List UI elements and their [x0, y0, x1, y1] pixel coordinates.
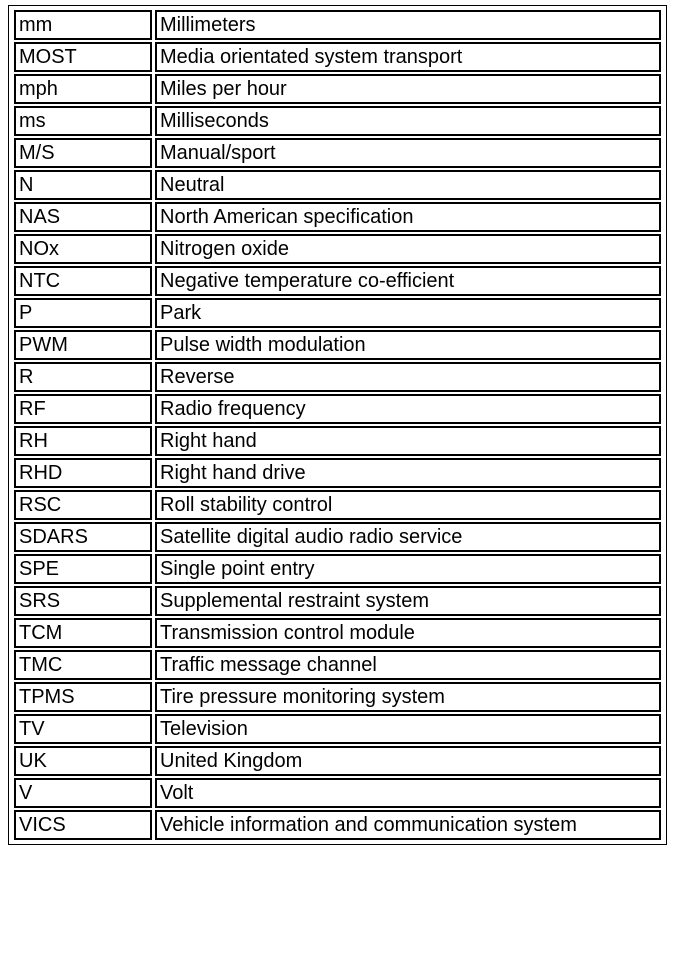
- definition-cell: Supplemental restraint system: [155, 586, 661, 616]
- table-row: [14, 362, 661, 392]
- table-row: [14, 522, 661, 552]
- table-row: [14, 170, 661, 200]
- abbreviation-cell: TV: [14, 714, 152, 744]
- definition-cell: Neutral: [155, 170, 661, 200]
- abbreviation-cell: R: [14, 362, 152, 392]
- abbreviation-cell: N: [14, 170, 152, 200]
- abbreviation-cell: TCM: [14, 618, 152, 648]
- definition-cell: Reverse: [155, 362, 661, 392]
- abbreviation-cell: mph: [14, 74, 152, 104]
- definition-cell: Satellite digital audio radio service: [155, 522, 661, 552]
- abbreviation-cell: VICS: [14, 810, 152, 840]
- abbreviation-cell: MOST: [14, 42, 152, 72]
- definition-cell: Roll stability control: [155, 490, 661, 520]
- definition-cell: Miles per hour: [155, 74, 661, 104]
- definition-cell: Tire pressure monitoring system: [155, 682, 661, 712]
- abbreviation-cell: V: [14, 778, 152, 808]
- table-row: [14, 106, 661, 136]
- abbreviation-cell: UK: [14, 746, 152, 776]
- definition-cell: Pulse width modulation: [155, 330, 661, 360]
- abbreviation-cell: RHD: [14, 458, 152, 488]
- table-row: [14, 618, 661, 648]
- abbreviation-cell: SRS: [14, 586, 152, 616]
- table-row: [14, 330, 661, 360]
- definition-cell: United Kingdom: [155, 746, 661, 776]
- table-row: [14, 234, 661, 264]
- abbreviation-cell: RH: [14, 426, 152, 456]
- abbreviation-cell: ms: [14, 106, 152, 136]
- abbreviation-cell: TMC: [14, 650, 152, 680]
- abbreviation-cell: M/S: [14, 138, 152, 168]
- table-row: [14, 650, 661, 680]
- table-row: [14, 42, 661, 72]
- table-row: [14, 746, 661, 776]
- definition-cell: North American specification: [155, 202, 661, 232]
- abbreviation-cell: mm: [14, 10, 152, 40]
- abbreviation-cell: RSC: [14, 490, 152, 520]
- table-row: [14, 298, 661, 328]
- table-row: [14, 490, 661, 520]
- definition-cell: Millimeters: [155, 10, 661, 40]
- definition-cell: Milliseconds: [155, 106, 661, 136]
- definition-cell: Park: [155, 298, 661, 328]
- table-row: [14, 554, 661, 584]
- definition-cell: Right hand: [155, 426, 661, 456]
- table-row: [14, 10, 661, 40]
- definition-cell: Radio frequency: [155, 394, 661, 424]
- abbreviation-cell: SPE: [14, 554, 152, 584]
- definition-cell: Negative temperature co-efficient: [155, 266, 661, 296]
- definition-cell: Volt: [155, 778, 661, 808]
- abbreviation-cell: P: [14, 298, 152, 328]
- abbreviation-cell: PWM: [14, 330, 152, 360]
- table-row: [14, 714, 661, 744]
- abbreviation-cell: NTC: [14, 266, 152, 296]
- table-row: [14, 682, 661, 712]
- abbreviation-cell: RF: [14, 394, 152, 424]
- definition-cell: Television: [155, 714, 661, 744]
- definition-cell: Vehicle information and communication system: [155, 810, 661, 840]
- table-row: [14, 810, 661, 840]
- definition-cell: Single point entry: [155, 554, 661, 584]
- abbreviation-cell: TPMS: [14, 682, 152, 712]
- abbreviation-cell: NAS: [14, 202, 152, 232]
- definition-cell: Media orientated system transport: [155, 42, 661, 72]
- definition-cell: Manual/sport: [155, 138, 661, 168]
- definition-cell: Nitrogen oxide: [155, 234, 661, 264]
- definition-cell: Traffic message channel: [155, 650, 661, 680]
- abbreviations-table: [11, 8, 664, 842]
- abbreviations-table-frame: [8, 5, 667, 845]
- definition-cell: Transmission control module: [155, 618, 661, 648]
- table-row: [14, 426, 661, 456]
- abbreviation-cell: NOx: [14, 234, 152, 264]
- table-row: [14, 458, 661, 488]
- table-row: [14, 266, 661, 296]
- table-row: [14, 586, 661, 616]
- abbreviation-cell: SDARS: [14, 522, 152, 552]
- table-row: [14, 394, 661, 424]
- definition-cell: Right hand drive: [155, 458, 661, 488]
- abbreviations-table-body: [14, 10, 661, 840]
- table-row: [14, 74, 661, 104]
- table-row: [14, 138, 661, 168]
- table-row: [14, 202, 661, 232]
- table-row: [14, 778, 661, 808]
